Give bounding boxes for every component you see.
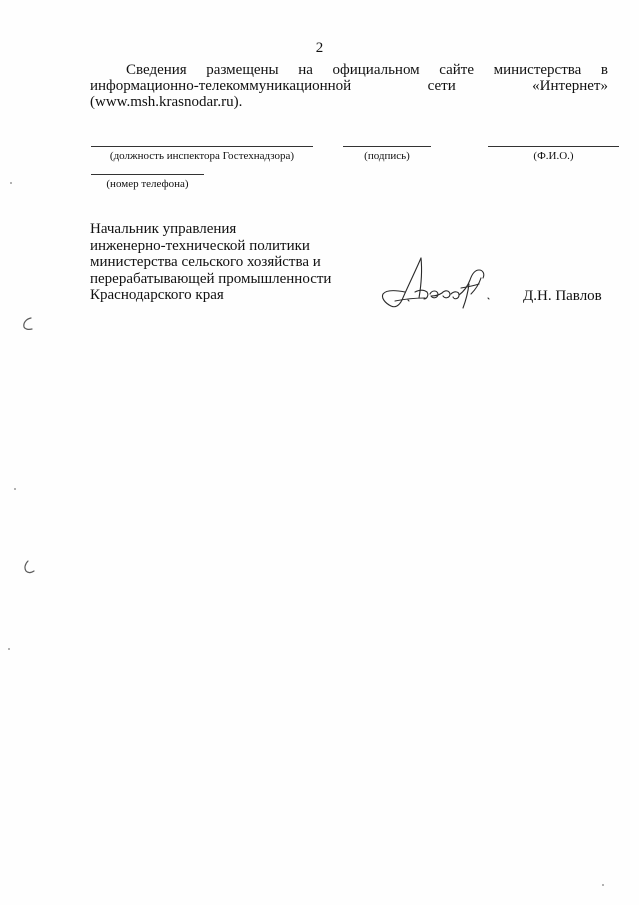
notice-word: информационно-телекоммуникационной xyxy=(90,78,352,94)
notice-word: сети xyxy=(427,78,456,94)
scan-speck xyxy=(10,182,12,184)
signer-title-line: перерабатывающей промышленности xyxy=(90,270,332,287)
notice-word: «Интернет» xyxy=(532,78,608,94)
binder-hole-arc-icon xyxy=(22,317,36,331)
notice-word: Сведения xyxy=(126,62,187,78)
name-caption: (Ф.И.О.) xyxy=(533,150,574,162)
signer-name: Д.Н. Павлов xyxy=(523,288,602,304)
signature-line xyxy=(343,146,431,147)
position-line xyxy=(91,146,313,147)
position-field xyxy=(91,146,313,162)
phone-line xyxy=(91,174,204,175)
signature-field xyxy=(343,146,431,162)
signer-title-line: Краснодарского края xyxy=(90,287,224,303)
name-field xyxy=(488,146,619,162)
notice-line-1 xyxy=(90,62,608,78)
binder-hole-arc-icon xyxy=(22,560,36,574)
phone-caption: (номер телефона) xyxy=(106,178,189,190)
notice-word: официальном xyxy=(332,62,420,78)
signer-title-line: инженерно-технической политики xyxy=(90,237,310,254)
scan-speck xyxy=(8,648,10,650)
notice-word: размещены xyxy=(206,62,279,78)
phone-field xyxy=(91,174,204,190)
signature-caption: (подпись) xyxy=(364,150,410,162)
name-line xyxy=(488,146,619,147)
notice-word: министерства xyxy=(493,62,582,78)
position-caption: (должность инспектора Гостехнадзора) xyxy=(109,150,295,162)
notice-word: на xyxy=(298,62,313,78)
signer-title xyxy=(90,221,331,304)
scan-speck xyxy=(14,488,16,490)
notice-word: в xyxy=(600,62,608,78)
handwritten-signature-icon xyxy=(375,254,500,316)
notice-line-3: (www.msh.krasnodar.ru). xyxy=(90,94,243,110)
page-number: 2 xyxy=(315,40,324,56)
signer-title-line: Начальник управления xyxy=(90,221,237,237)
scan-speck xyxy=(602,884,604,886)
signer-title-line: министерства сельского хозяйства и xyxy=(90,254,321,270)
notice-word: сайте xyxy=(439,62,475,78)
notice-paragraph xyxy=(90,62,608,110)
notice-line-2 xyxy=(90,78,608,94)
